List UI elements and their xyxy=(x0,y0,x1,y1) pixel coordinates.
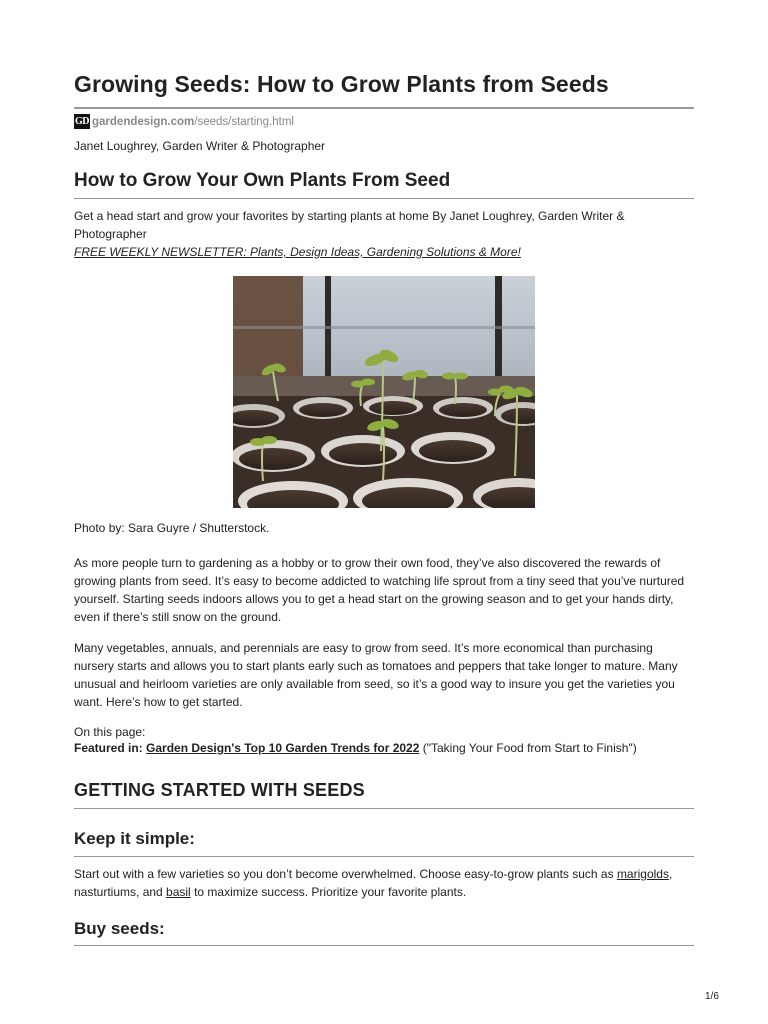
on-this-page-label: On this page: xyxy=(74,725,146,739)
source-domain[interactable]: gardendesign.com xyxy=(92,115,195,128)
intro-block xyxy=(74,207,694,261)
seedlings-photo xyxy=(233,276,535,508)
photo-caption: Photo by: Sara Guyre / Shutterstock. xyxy=(74,521,270,535)
section-heading: GETTING STARTED WITH SEEDS xyxy=(74,780,365,800)
keep-simple-text: Start out with a few varieties so you don’t become overwhelmed. Choose easy-to-grow plants such as xyxy=(74,867,617,881)
section-divider xyxy=(74,808,694,809)
site-favicon-icon: GD xyxy=(75,116,89,127)
body-paragraph: Many vegetables, annuals, and perennials are easy to grow from seed. It’s more economical than purchasing nursery starts and allows you to start plants early such as tomatoes and peppers that take longer to mature. Many unusual and heirloom varieties are only available from seed, so it’s a good way to insure you get the varieties you want. Here’s how to get started. xyxy=(74,641,678,709)
newsletter-link[interactable]: FREE WEEKLY NEWSLETTER: Plants, Design Ideas, Gardening Solutions & More! xyxy=(74,245,521,259)
seedlings-image xyxy=(233,276,535,508)
subtitle-divider xyxy=(74,198,694,199)
keep-simple-paragraph xyxy=(74,865,694,901)
source-line xyxy=(74,114,294,129)
keep-simple-text: , nasturtiums, and xyxy=(74,867,673,899)
keep-simple-heading: Keep it simple: xyxy=(74,829,195,848)
source-path[interactable]: /seeds/starting.html xyxy=(194,115,294,128)
page-number: 1/6 xyxy=(705,991,719,1002)
keep-simple-text: to maximize success. Prioritize your favorite plants. xyxy=(190,885,467,899)
basil-link[interactable]: basil xyxy=(166,885,191,899)
author-byline: Janet Loughrey, Garden Writer & Photographer xyxy=(74,139,326,153)
featured-link[interactable]: Garden Design's Top 10 Garden Trends for 2022 xyxy=(146,741,420,755)
marigolds-link[interactable]: marigolds xyxy=(616,867,669,881)
featured-in-line xyxy=(74,741,637,755)
featured-label: Featured in: xyxy=(74,741,143,755)
keep-simple-divider xyxy=(74,856,694,857)
title-divider xyxy=(74,107,694,109)
intro-text: Get a head start and grow your favorites by starting plants at home By Janet Loughrey, Garden Writer & Photographer xyxy=(74,209,625,241)
body-paragraph: As more people turn to gardening as a hobby or to grow their own food, they’ve also discovered the rewards of growing plants from seed. It’s easy to become addicted to watching life sprout from a tiny seed that you’ve nurtured yourself. Starting seeds indoors allows you to get a head start on the growing season and to get your hands dirty, even if there’s still snow on the ground. xyxy=(74,556,685,624)
page-title: Growing Seeds: How to Grow Plants from Seeds xyxy=(74,71,609,97)
buy-seeds-divider xyxy=(74,945,694,946)
article-subtitle: How to Grow Your Own Plants From Seed xyxy=(74,170,451,191)
featured-suffix: ("Taking Your Food from Start to Finish") xyxy=(419,741,637,755)
buy-seeds-heading: Buy seeds: xyxy=(74,919,165,938)
